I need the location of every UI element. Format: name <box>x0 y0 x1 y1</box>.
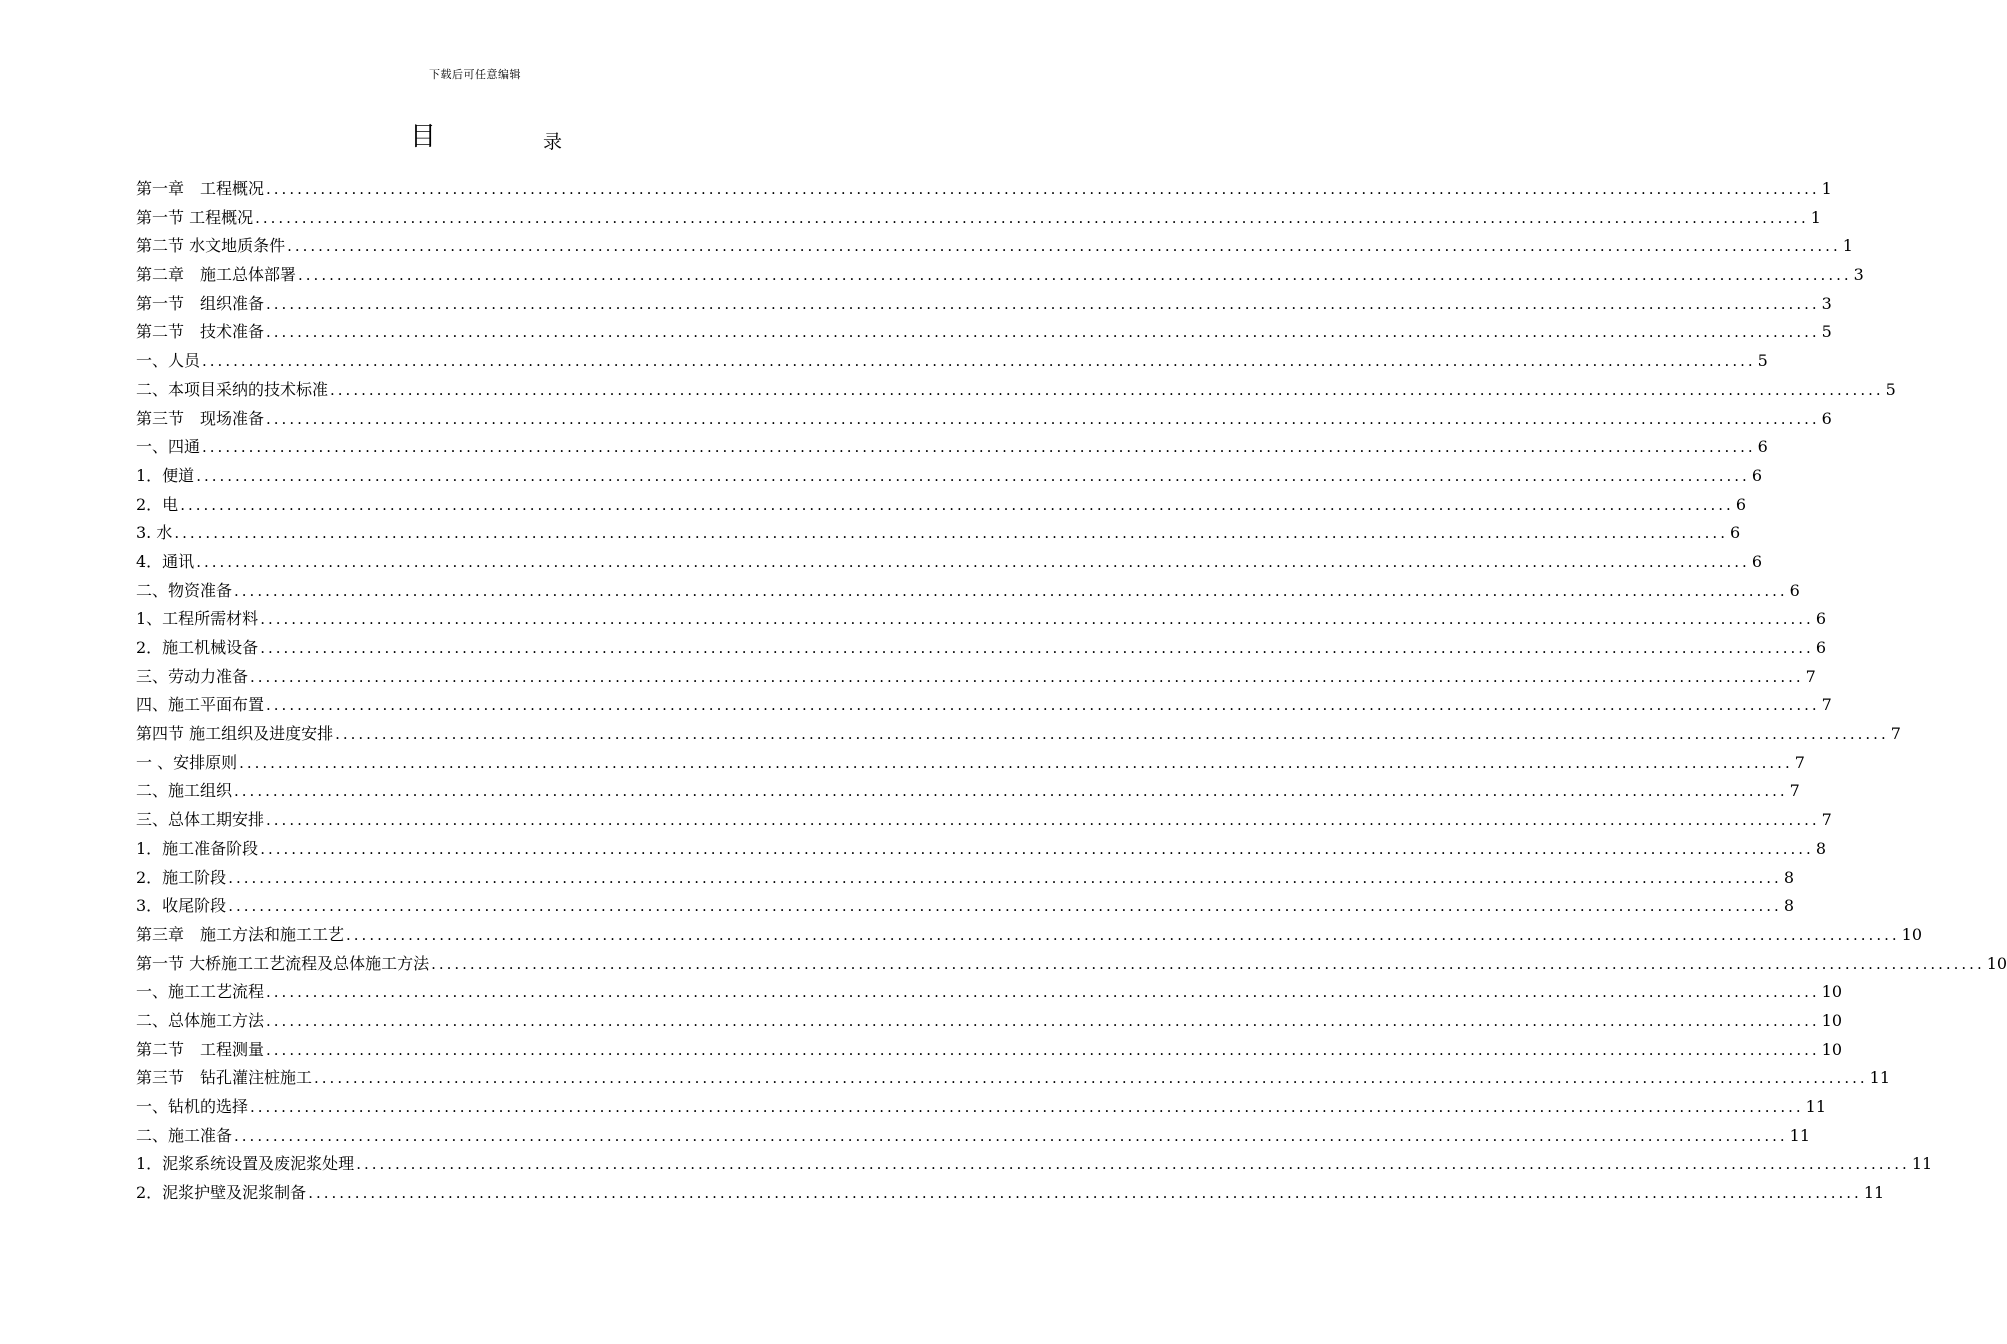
toc-entry-title: 二、本项目采纳的技术标准 <box>136 379 329 399</box>
toc-dot-leader: ........................................................................................................................................................................................................ <box>196 466 1750 485</box>
toc-dot-leader: ........................................................................................................................................................................................................ <box>266 1011 1820 1030</box>
toc-entry-title: 3. 水 <box>136 523 173 543</box>
toc-entry-title: 第二章 施工总体部署 <box>136 265 297 285</box>
toc-dot-leader: ........................................................................................................................................................................................................ <box>314 1069 1868 1088</box>
toc-entry[interactable] <box>136 491 1746 520</box>
toc-entry[interactable] <box>136 663 1816 692</box>
toc-entry-title: 1．便道 <box>136 465 195 485</box>
toc-entry[interactable] <box>136 204 1821 233</box>
toc-entry-title: 2．施工机械设备 <box>136 638 259 657</box>
toc-dot-leader: ........................................................................................................................................................................................................ <box>287 237 1841 256</box>
toc-entry-title: 第三节 现场准备 <box>136 408 265 428</box>
toc-entry-page-number: 10 <box>1821 982 1842 1002</box>
toc-entry-page-number: 7 <box>1890 724 1901 744</box>
toc-entry[interactable] <box>136 691 1832 720</box>
toc-entry[interactable] <box>136 405 1832 434</box>
toc-dot-leader: ........................................................................................................................................................................................................ <box>239 753 1793 772</box>
toc-dot-leader: ........................................................................................................................................................................................................ <box>202 352 1756 371</box>
toc-dot-leader: ........................................................................................................................................................................................................ <box>266 696 1820 715</box>
toc-entry[interactable] <box>136 634 1826 663</box>
toc-entry-page-number: 7 <box>1821 695 1832 715</box>
toc-entry[interactable] <box>136 1093 1826 1122</box>
toc-entry-page-number: 10 <box>1901 924 1922 944</box>
toc-entry[interactable] <box>136 318 1832 347</box>
toc-entry-title: 二、总体施工方法 <box>136 1010 265 1030</box>
toc-dot-leader: ........................................................................................................................................................................................................ <box>250 667 1804 686</box>
page-header: 下载后可任意编辑 <box>429 68 521 81</box>
toc-entry-title: 第三章 施工方法和施工工艺 <box>136 924 345 944</box>
toc-entry-title: 3．收尾阶段 <box>136 896 227 916</box>
toc-dot-leader: ........................................................................................................................................................................................................ <box>346 925 1900 944</box>
toc-dot-leader: ........................................................................................................................................................................................................ <box>174 524 1728 543</box>
toc-entry[interactable] <box>136 978 1842 1007</box>
toc-entry[interactable] <box>136 1007 1842 1036</box>
toc-entry[interactable] <box>136 864 1794 893</box>
toc-entry-page-number: 8 <box>1783 896 1794 916</box>
toc-entry-title: 第一节 组织准备 <box>136 293 265 313</box>
toc-entry-page-number: 8 <box>1815 838 1826 858</box>
toc-dot-leader: ........................................................................................................................................................................................................ <box>431 954 1985 973</box>
toc-entry-title: 第四节 施工组织及进度安排 <box>136 724 334 744</box>
toc-entry-page-number: 6 <box>1789 580 1800 600</box>
toc-entry-page-number: 6 <box>1735 494 1746 514</box>
toc-dot-leader: ........................................................................................................................................................................................................ <box>266 409 1820 428</box>
toc-entry-title: 二、物资准备 <box>136 580 233 600</box>
toc-entry-page-number: 3 <box>1853 265 1864 285</box>
toc-dot-leader: ........................................................................................................................................................................................................ <box>335 725 1889 744</box>
toc-entry-page-number: 5 <box>1757 351 1768 371</box>
toc-entry-page-number: 7 <box>1794 752 1805 772</box>
toc-entry-title: 三、劳动力准备 <box>136 666 249 686</box>
toc-entry-title: 1、工程所需材料 <box>136 609 259 629</box>
toc-dot-leader: ........................................................................................................................................................................................................ <box>255 208 1809 227</box>
toc-entry-title: 第一节 工程概况 <box>136 207 254 227</box>
toc-entry-page-number: 8 <box>1783 867 1794 887</box>
toc-entry[interactable] <box>136 892 1794 921</box>
toc-dot-leader: ........................................................................................................................................................................................................ <box>356 1155 1910 1174</box>
toc-entry[interactable] <box>136 749 1805 778</box>
toc-entry-page-number: 1 <box>1821 179 1832 198</box>
toc-dot-leader: ........................................................................................................................................................................................................ <box>266 323 1820 342</box>
toc-entry-page-number: 10 <box>1821 1010 1842 1030</box>
toc-entry-title: 第一章 工程概况 <box>136 179 265 198</box>
toc-title <box>0 122 950 156</box>
toc-dot-leader: ........................................................................................................................................................................................................ <box>266 811 1820 830</box>
toc-entry-title: 四、施工平面布置 <box>136 695 265 715</box>
toc-entry-page-number: 10 <box>1986 953 2007 973</box>
toc-entry-title: 1．泥浆系统设置及废泥浆处理 <box>136 1154 355 1174</box>
toc-entry-page-number: 1 <box>1810 207 1821 227</box>
toc-entry-title: 4．通讯 <box>136 551 195 571</box>
toc-dot-leader: ........................................................................................................................................................................................................ <box>308 1184 1862 1203</box>
toc-entry[interactable] <box>136 1179 1885 1208</box>
toc-entry[interactable] <box>136 1122 1810 1151</box>
toc-dot-leader: ........................................................................................................................................................................................................ <box>250 1098 1804 1116</box>
toc-entry-page-number: 7 <box>1789 781 1800 801</box>
toc-entry-page-number: 6 <box>1751 551 1762 571</box>
toc-entry-page-number: 11 <box>1911 1154 1933 1174</box>
toc-entry-title: 1．施工准备阶段 <box>136 838 259 858</box>
toc-entry-page-number: 3 <box>1821 293 1832 313</box>
toc-entry-page-number: 10 <box>1821 1039 1842 1059</box>
toc-dot-leader: ........................................................................................................................................................................................................ <box>234 782 1788 801</box>
toc-entry-title: 2．施工阶段 <box>136 867 227 887</box>
toc-entry-title: 二、施工组织 <box>136 781 233 801</box>
toc-entry[interactable] <box>136 261 1864 290</box>
toc-entry-page-number: 6 <box>1821 408 1832 428</box>
toc-entry[interactable] <box>136 548 1762 577</box>
toc-entry-title: 一、施工工艺流程 <box>136 982 265 1002</box>
toc-entry[interactable] <box>136 462 1762 491</box>
toc-entry[interactable] <box>136 347 1768 376</box>
toc-entry-page-number: 7 <box>1805 666 1816 686</box>
toc-entry[interactable] <box>136 777 1800 806</box>
toc-dot-leader: ........................................................................................................................................................................................................ <box>260 839 1814 858</box>
toc-entry-title: 二、施工准备 <box>136 1125 233 1145</box>
toc-entry-title: 2．泥浆护壁及泥浆制备 <box>136 1183 307 1203</box>
toc-entry-page-number: 6 <box>1815 609 1826 629</box>
toc-entry-page-number: 7 <box>1821 810 1832 830</box>
toc-entry-page-number: 6 <box>1815 638 1826 657</box>
toc-entry[interactable] <box>136 950 2007 979</box>
toc-dot-leader: ........................................................................................................................................................................................................ <box>266 983 1820 1002</box>
toc-entry[interactable] <box>136 921 1922 950</box>
toc-entry-title: 一 、安排原则 <box>136 752 238 772</box>
toc-entry[interactable] <box>136 1036 1842 1065</box>
toc-dot-leader: ........................................................................................................................................................................................................ <box>234 581 1788 600</box>
toc-entry-title: 2．电 <box>136 494 179 514</box>
toc-entry-title: 第一节 大桥施工工艺流程及总体施工方法 <box>136 953 430 973</box>
toc-entry-page-number: 5 <box>1821 322 1832 342</box>
toc-dot-leader: ........................................................................................................................................................................................................ <box>266 294 1820 313</box>
toc-dot-leader: ........................................................................................................................................................................................................ <box>180 495 1734 514</box>
toc-entry[interactable] <box>136 806 1832 835</box>
toc-entry-page-number: 6 <box>1757 437 1768 457</box>
toc-entry-page-number: 6 <box>1729 523 1741 543</box>
toc-dot-leader: ........................................................................................................................................................................................................ <box>330 380 1884 399</box>
toc-dot-leader: ........................................................................................................................................................................................................ <box>298 266 1852 285</box>
toc-entry[interactable] <box>136 433 1768 462</box>
toc-dot-leader: ........................................................................................................................................................................................................ <box>228 897 1782 916</box>
toc-dot-leader: ........................................................................................................................................................................................................ <box>196 552 1750 571</box>
toc-dot-leader: ........................................................................................................................................................................................................ <box>234 1126 1788 1145</box>
toc-dot-leader: ........................................................................................................................................................................................................ <box>260 639 1814 657</box>
toc-entry-page-number: 11 <box>1863 1183 1885 1203</box>
toc-entry-page-number: 11 <box>1805 1097 1826 1116</box>
toc-dot-leader: ........................................................................................................................................................................................................ <box>260 610 1814 629</box>
toc-title-char-2: 录 <box>543 131 563 153</box>
toc-entry[interactable] <box>136 720 1901 749</box>
toc-entry-page-number: 5 <box>1885 379 1896 399</box>
toc-entry[interactable] <box>136 376 1896 405</box>
toc-dot-leader: ........................................................................................................................................................................................................ <box>202 438 1756 457</box>
toc-entry[interactable] <box>136 1064 1890 1093</box>
toc-entry[interactable] <box>136 290 1832 319</box>
toc-dot-leader: ........................................................................................................................................................................................................ <box>266 180 1820 198</box>
toc-entry[interactable] <box>136 1150 1933 1179</box>
toc-dot-leader: ........................................................................................................................................................................................................ <box>266 1040 1820 1059</box>
toc-entry-page-number: 1 <box>1842 236 1853 256</box>
toc-entry[interactable] <box>136 519 1741 548</box>
toc-entry[interactable] <box>136 577 1800 606</box>
toc-entry-title: 第二节 技术准备 <box>136 322 265 342</box>
toc-entry-title: 一、钻机的选择 <box>136 1097 249 1116</box>
toc-entry[interactable] <box>136 232 1853 261</box>
toc-dot-leader: ........................................................................................................................................................................................................ <box>228 868 1782 887</box>
toc-entry-page-number: 11 <box>1789 1125 1810 1145</box>
toc-title-char-1: 目 <box>410 122 437 152</box>
toc-entry-title: 第二节 水文地质条件 <box>136 236 286 256</box>
toc-entry[interactable] <box>136 835 1826 864</box>
table-of-contents <box>136 175 2007 1208</box>
toc-entry[interactable] <box>136 605 1826 634</box>
toc-entry-title: 三、总体工期安排 <box>136 810 265 830</box>
toc-entry-title: 第三节 钻孔灌注桩施工 <box>136 1068 313 1088</box>
toc-entry[interactable] <box>136 175 1832 204</box>
toc-entry-page-number: 11 <box>1869 1068 1890 1088</box>
toc-entry-title: 第二节 工程测量 <box>136 1039 265 1059</box>
toc-entry-page-number: 6 <box>1751 465 1762 485</box>
toc-entry-title: 一、人员 <box>136 351 201 371</box>
toc-entry-title: 一、四通 <box>136 437 201 457</box>
